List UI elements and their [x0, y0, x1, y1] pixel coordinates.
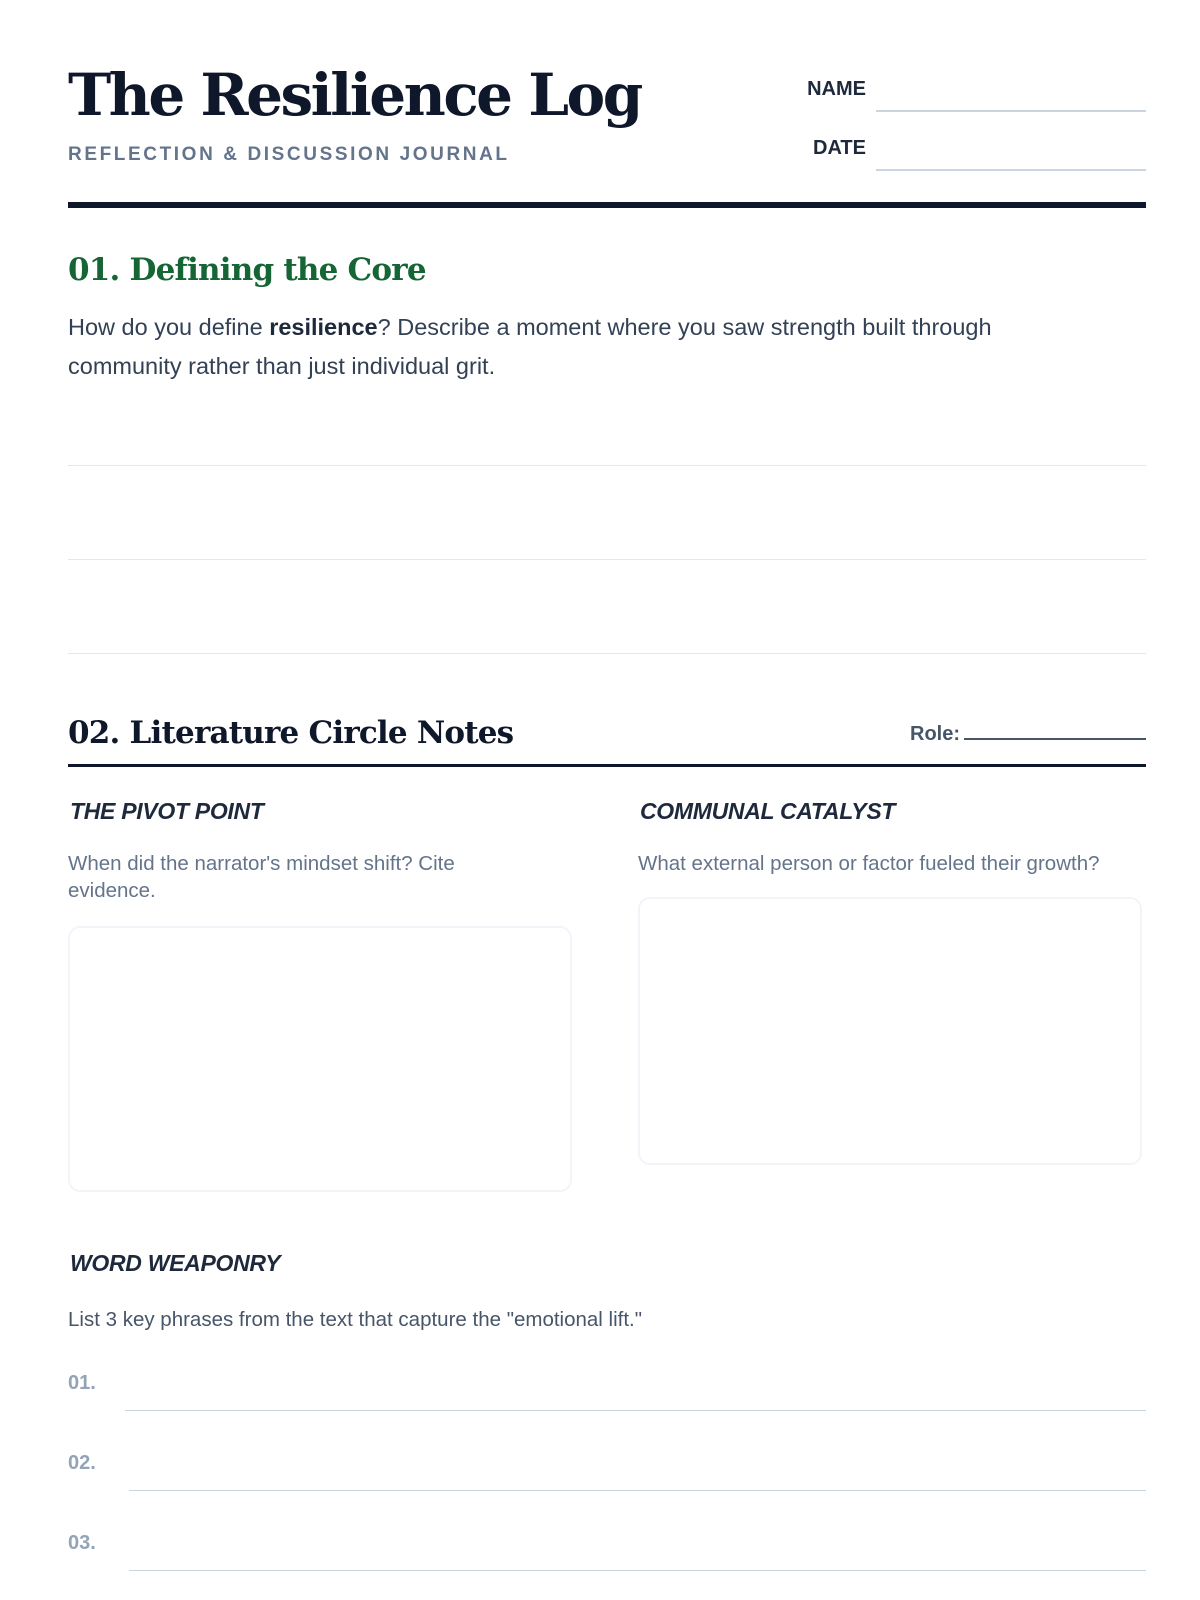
phrase-number: 02. — [68, 1452, 96, 1474]
section-2-title: 02. Literature Circle Notes — [68, 715, 514, 751]
communal-catalyst-answer-box[interactable] — [638, 897, 1142, 1165]
name-field[interactable] — [876, 110, 1146, 112]
section-1-prompt — [68, 308, 1068, 386]
communal-catalyst-heading: COMMUNAL CATALYST — [640, 798, 896, 824]
date-label: DATE — [813, 137, 866, 159]
role-blank[interactable] — [964, 722, 1146, 740]
answer-line-2[interactable] — [68, 559, 1146, 560]
answer-line-1[interactable] — [68, 465, 1146, 466]
phrase-line-2[interactable] — [129, 1490, 1146, 1491]
communal-catalyst-prompt: What external person or factor fueled their growth? — [638, 852, 1100, 875]
section-1-title: 01. Defining the Core — [68, 252, 426, 288]
word-weaponry-prompt: List 3 key phrases from the text that capture the "emotional lift." — [68, 1308, 643, 1331]
role-field[interactable] — [910, 722, 1146, 746]
answer-line-3[interactable] — [68, 653, 1146, 654]
pivot-point-heading: THE PIVOT POINT — [70, 798, 264, 824]
phrase-number: 01. — [68, 1372, 96, 1394]
prompt-text-before: How do you define — [68, 314, 270, 340]
pivot-point-prompt: When did the narrator's mindset shift? Cite evidence. — [68, 852, 455, 902]
section-2-divider — [68, 764, 1146, 767]
name-label: NAME — [807, 78, 866, 100]
prompt-emphasis: resilience — [269, 314, 378, 340]
worksheet-page — [68, 0, 1146, 1600]
page-subtitle: REFLECTION & DISCUSSION JOURNAL — [68, 144, 510, 165]
phrase-number: 03. — [68, 1532, 96, 1554]
header-divider — [68, 202, 1146, 208]
page-title: The Resilience Log — [68, 61, 641, 129]
word-weaponry-heading: WORD WEAPONRY — [70, 1250, 281, 1276]
role-label: Role: — [910, 723, 960, 745]
phrase-line-1[interactable] — [125, 1410, 1146, 1411]
prompt-text-after: ? Describe a moment where you saw strength built through community rather than just individual grit. — [68, 314, 992, 379]
date-field[interactable] — [876, 169, 1146, 171]
phrase-line-3[interactable] — [129, 1570, 1146, 1571]
pivot-point-answer-box[interactable] — [68, 926, 572, 1192]
